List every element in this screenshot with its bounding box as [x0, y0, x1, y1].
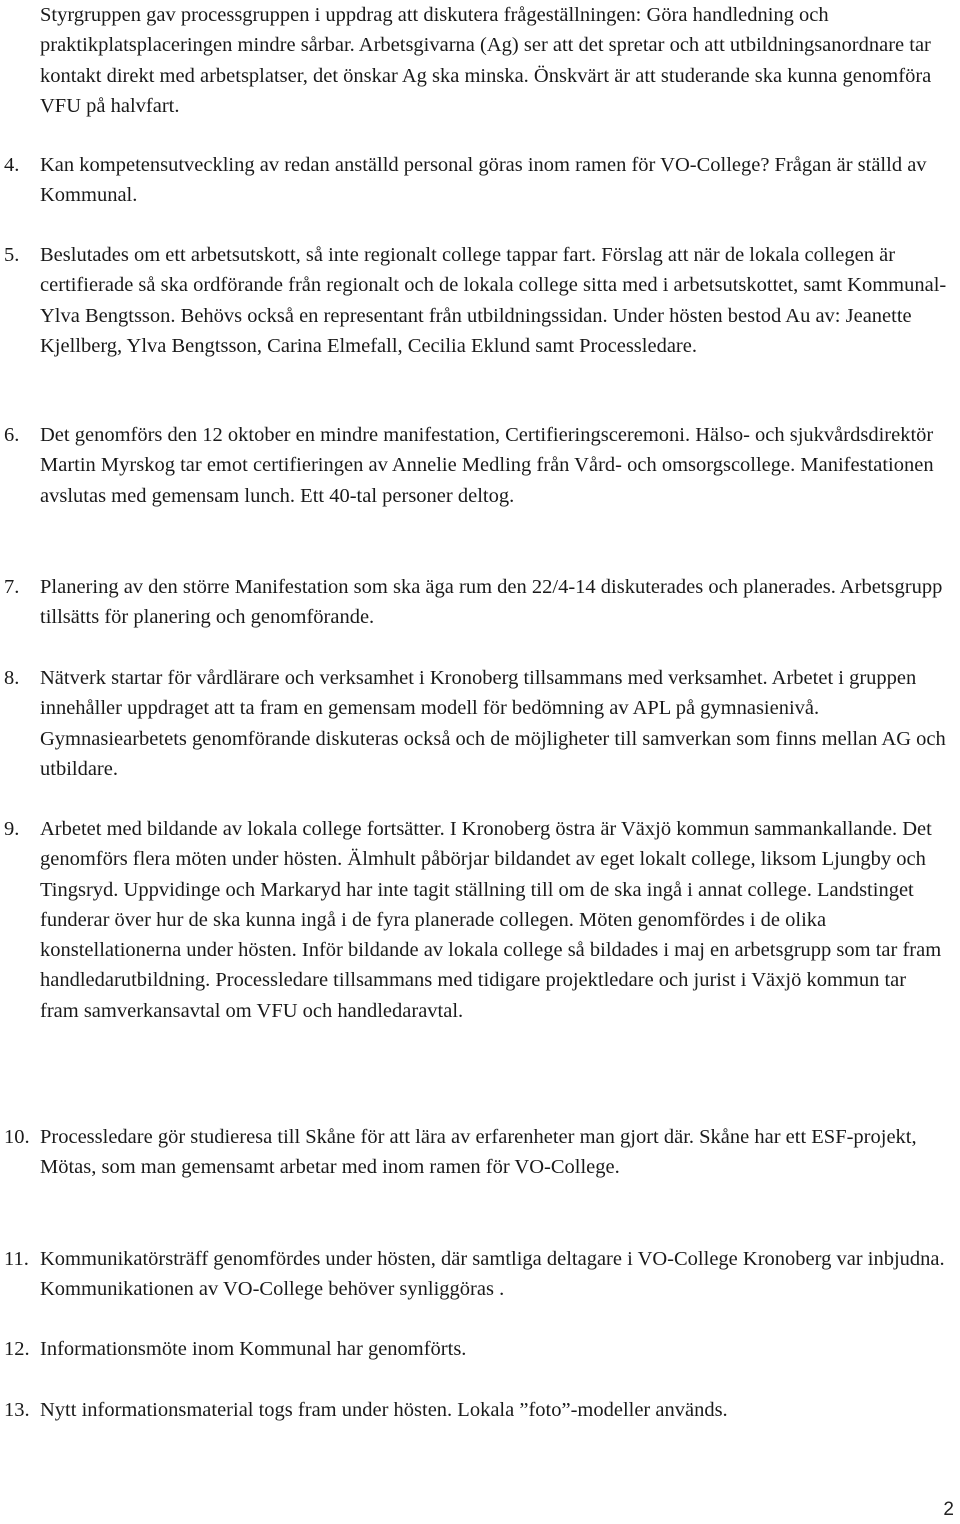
item-number: 4.	[4, 154, 20, 176]
item-number: 9.	[4, 818, 20, 840]
item-text: Kommunikatörsträff genomfördes under hösten, där samtliga deltagare i VO-College Kronoberg var inbjudna. Kommunikationen av VO-College behöver synliggöras .	[40, 1248, 945, 1301]
item-text: Nätverk startar för vårdlärare och verksamhet i Kronoberg tillsammans med verksamhet. Arbetet i gruppen innehåller uppdraget att ta fram en gemensam modell för bedömning av APL på gymnasienivå. Gymnasiearbetets genomförande diskuteras också och de möjligheter till samverkan som finns mellan AG och utbildare.	[40, 667, 946, 780]
item-number: 11.	[4, 1248, 29, 1270]
item-number: 10.	[4, 1126, 30, 1148]
page-number: 2	[943, 1499, 954, 1520]
item-text: Informationsmöte inom Kommunal har genomförts.	[40, 1338, 467, 1360]
item-text: Arbetet med bildande av lokala college fortsätter. I Kronoberg östra är Växjö kommun sammankallande. Det genomförs flera möten under hösten. Älmhult påbörjar bildandet av eget lokalt college, liksom Ljungby och Tingsryd. Uppvidinge och Markaryd har inte tagit ställning till om de ska ingå i annat college. Landstinget funderar över hur de ska kunna ingå i de fyra planerade collegen. Möten genomfördes i de olika konstellationerna under hösten. Inför bildande av lokala college så bildades i maj en arbetsgrupp som tar fram handledarutbildning. Processledare tillsammans med tidigare projektledare och jurist i Växjö kommun tar fram samverkansavtal om VFU och handledaravtal.	[40, 818, 942, 1022]
item-text: Det genomförs den 12 oktober en mindre manifestation, Certifieringsceremoni. Hälso- och sjukvårdsdirektör Martin Myrskog tar emot certifieringen av Annelie Medling från Vård- och omsorgscollege. Manifestationen avslutas med gemensam lunch. Ett 40-tal personer deltog.	[40, 424, 934, 507]
item-number: 13.	[4, 1399, 30, 1421]
item-number: 8.	[4, 667, 20, 689]
item-number: 5.	[4, 244, 20, 266]
item-text: Processledare gör studieresa till Skåne för att lära av erfarenheter man gjort där. Skåne har ett ESF-projekt, Mötas, som man gemensamt arbetar med inom ramen för VO-College.	[40, 1126, 917, 1179]
item-number: 6.	[4, 424, 20, 446]
item-text: Nytt informationsmaterial togs fram under hösten. Lokala ”foto”-modeller används.	[40, 1399, 728, 1421]
item-number: 12.	[4, 1338, 30, 1360]
item-text: Planering av den större Manifestation som ska äga rum den 22/4-14 diskuterades och planerades. Arbetsgrupp tillsätts för planering och genomförande.	[40, 576, 943, 629]
intro-paragraph: Styrgruppen gav processgruppen i uppdrag att diskutera frågeställningen: Göra handledning och praktikplatsplaceringen mindre sårbar. Arbetsgivarna (Ag) ser att det spretar och att utbildningsanordnare tar kontakt direkt med arbetsplatser, det önskar Ag ska minska. Önskvärt är att studerande ska kunna genomföra VFU på halvfart.	[40, 4, 932, 117]
item-number: 7.	[4, 576, 20, 598]
item-text: Kan kompetensutveckling av redan anställd personal göras inom ramen för VO-College? Frågan är ställd av Kommunal.	[40, 154, 927, 207]
item-text: Beslutades om ett arbetsutskott, så inte regionalt college tappar fart. Förslag att när de lokala collegen är certifierade så ska ordförande från regionalt och de lokala college sitta med i arbetsutskottet, samt Kommunal- Ylva Bengtsson. Behövs också en representant från utbildningssidan. Under hösten bestod Au av: Jeanette Kjellberg, Ylva Bengtsson, Carina Elmefall, Cecilia Eklund samt Processledare.	[40, 244, 947, 357]
